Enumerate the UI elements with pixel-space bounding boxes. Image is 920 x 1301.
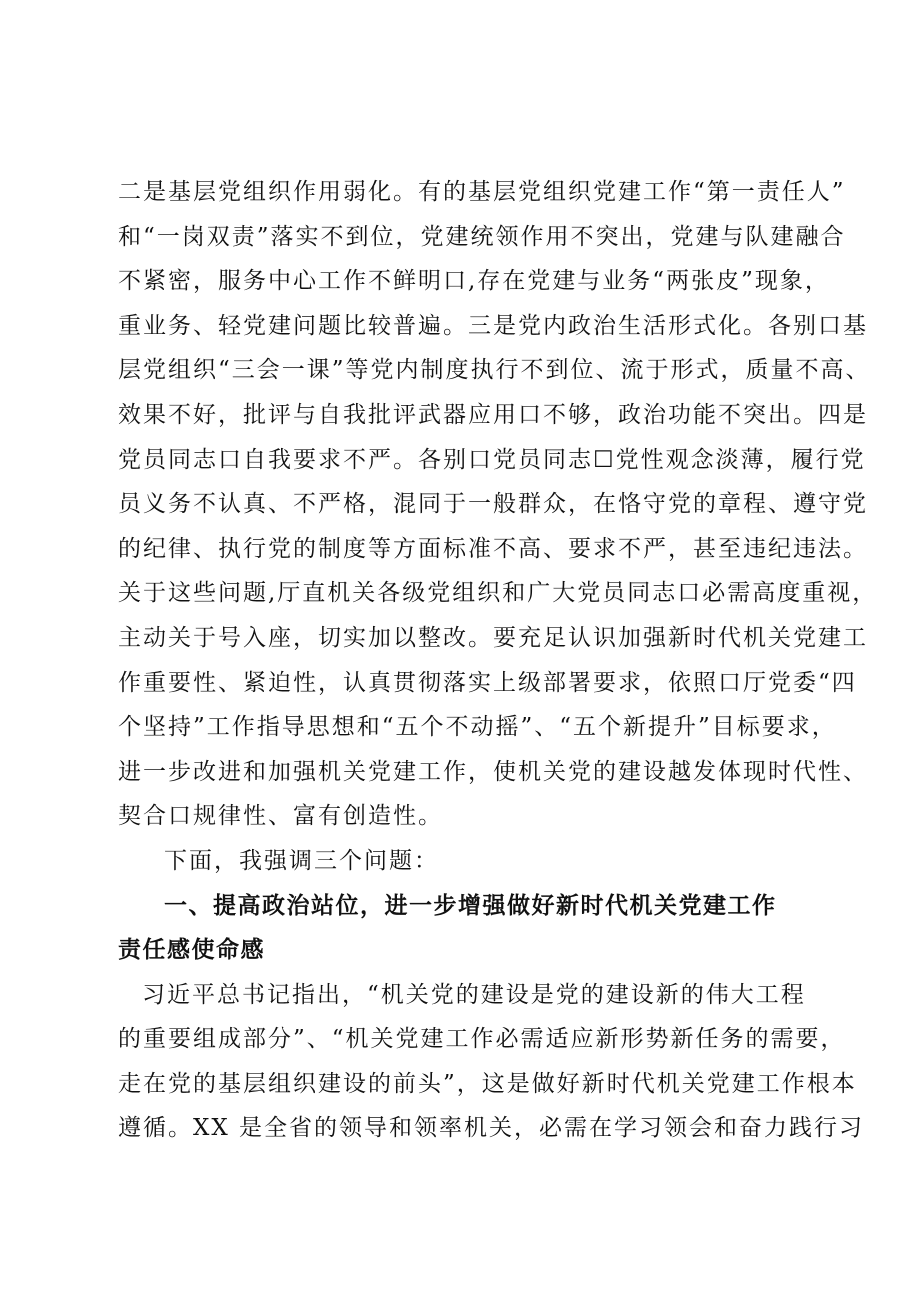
paragraph-2-line-1: 习近平总书记指出，“机关党的建设是党的建设新的伟大工程: [142, 981, 806, 1008]
paragraph-1-line-15: 契合口规律性、富有创造性。: [118, 803, 443, 830]
paragraph-2-line-4: 遵循。XX 是全省的领导和领率机关，必需在学习领会和奋力践行习: [118, 1115, 865, 1142]
document-body: [118, 170, 878, 1151]
paragraph-2-line-3: 走在党的基层组织建设的前头”，这是做好新时代机关党建工作根本: [118, 1070, 857, 1097]
paragraph-1-line-4: 重业务、轻党建问题比较普遍。三是党内政治生活形式化。各别口基: [118, 312, 868, 339]
paragraph-1-line-14: 进一步改进和加强机关党建工作，使机关党的建设越发体现时代性、: [118, 758, 868, 785]
section-heading-line-1: 一、提高政治站位，进一步增强做好新时代机关党建工作: [164, 892, 777, 919]
section-heading-line-2: 责任感使命感: [118, 937, 265, 964]
paragraph-1-line-1: 二是基层党组织作用弱化。有的基层党组织党建工作“第一责任人”: [118, 179, 846, 205]
paragraph-2-line-2: 的重要组成部分”、“机关党建工作必需适应新形势新任务的需要，: [118, 1026, 846, 1053]
paragraph-1-line-2: 和“一岗双责”落实不到位，党建统领作用不突出，党建与队建融合: [118, 223, 846, 250]
paragraph-1-line-12: 作重要性、紧迫性，认真贯彻落实上级部署要求，依照口厅党委“四: [118, 669, 857, 696]
paragraph-1-line-9: 的纪律、执行党的制度等方面标准不高、要求不严，甚至违纪违法。: [118, 535, 868, 562]
paragraph-1-line-11: 主动关于号入座，切实加以整改。要充足认识加强新时代机关党建工: [118, 624, 868, 651]
paragraph-1-line-13: 个坚持”工作指导思想和“五个不动摇”、“五个新提升”目标要求，: [118, 714, 837, 741]
paragraph-1-line-6: 效果不好，批评与自我批评武器应用口不够，政治功能不突出。四是: [118, 401, 868, 428]
paragraph-1-line-5: 层党组织“三会一课”等党内制度执行不到位、流于形式，质量不高、: [118, 357, 871, 384]
paragraph-1-line-8: 员义务不认真、不严格，混同于一般群众，在恪守党的章程、遵守党: [118, 491, 868, 518]
paragraph-1-line-3: 不紧密，服务中心工作不鲜明口,存在党建与业务“两张皮”现象，: [118, 268, 830, 295]
paragraph-1-line-10: 关于这些问题,厅直机关各级党组织和广大党员同志口必需高度重视，: [118, 580, 878, 607]
intro-line: 下面，我强调三个问题：: [164, 847, 439, 874]
paragraph-1-line-7: 党员同志口自我要求不严。各别口党员同志☐党性观念淡薄，履行党: [118, 446, 866, 473]
